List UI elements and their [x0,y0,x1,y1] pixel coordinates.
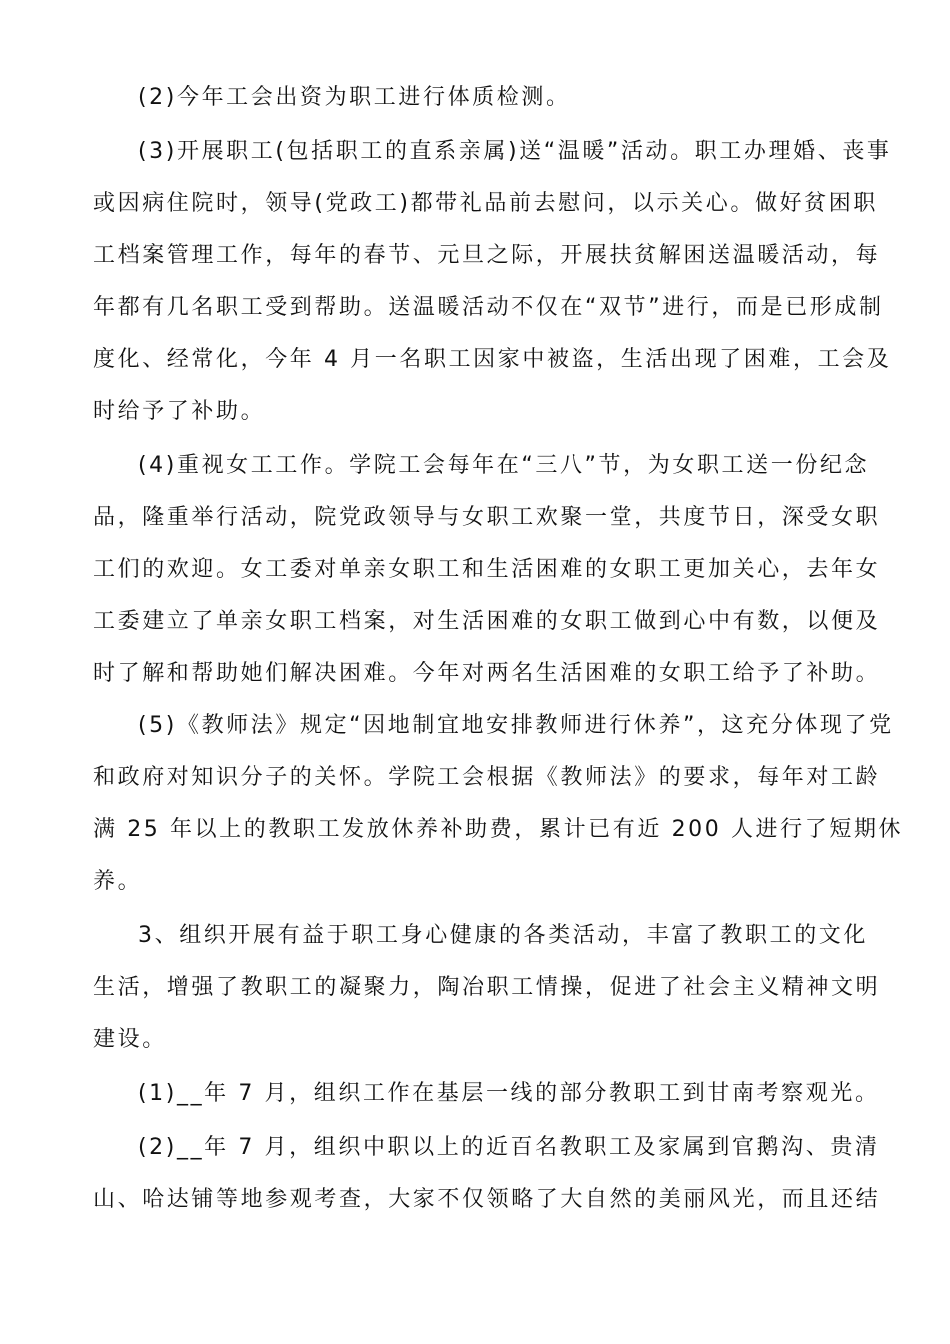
text-line: 生活，增强了教职工的凝聚力，陶冶职工情操，促进了社会主义精神文明 [93,975,881,1000]
text-line: (1)__年 7 月，组织工作在基层一线的部分教职工到甘南考察观光。 [138,1081,880,1106]
text-line: (5)《教师法》规定“因地制宜地安排教师进行休养”，这充分体现了党 [138,713,894,738]
text-line: 满 25 年以上的教职工发放休养补助费，累计已有近 200 人进行了短期休 [93,817,904,842]
text-line: 山、哈达铺等地参观考查，大家不仅领略了大自然的美丽风光，而且还结 [93,1187,881,1212]
text-line: 度化、经常化，今年 4 月一名职工因家中被盗，生活出现了困难，工会及 [93,347,892,372]
text-line: 3、组织开展有益于职工身心健康的各类活动，丰富了教职工的文化 [138,923,868,948]
text-line: (2)__年 7 月，组织中职以上的近百名教职工及家属到官鹅沟、贵清 [138,1135,880,1160]
text-line: 或因病住院时，领导(党政工)都带礼品前去慰问，以示关心。做好贫困职 [93,191,878,216]
text-line: 和政府对知识分子的关怀。学院工会根据《教师法》的要求，每年对工龄 [93,765,881,790]
text-line: 养。 [93,869,143,894]
text-line: 工们的欢迎。女工委对单亲女职工和生活困难的女职工更加关心，去年女 [93,557,881,582]
text-line: 建设。 [93,1027,167,1052]
text-line: 年都有几名职工受到帮助。送温暖活动不仅在“双节”进行，而是已形成制 [93,295,884,320]
text-line: 品，隆重举行活动，院党政领导与女职工欢聚一堂，共度节日，深受女职 [93,505,881,530]
text-line: (2)今年工会出资为职工进行体质检测。 [138,85,571,110]
text-line: (4)重视女工工作。学院工会每年在“三八”节，为女职工送一份纪念 [138,453,870,478]
text-line: 工委建立了单亲女职工档案，对生活困难的女职工做到心中有数，以便及 [93,609,881,634]
text-line: 时了解和帮助她们解决困难。今年对两名生活困难的女职工给予了补助。 [93,661,881,686]
text-line: 工档案管理工作，每年的春节、元旦之际，开展扶贫解困送温暖活动，每 [93,243,881,268]
text-line: (3)开展职工(包括职工的直系亲属)送“温暖”活动。职工办理婚、丧事 [138,139,892,164]
text-line: 时给予了补助。 [93,399,266,424]
